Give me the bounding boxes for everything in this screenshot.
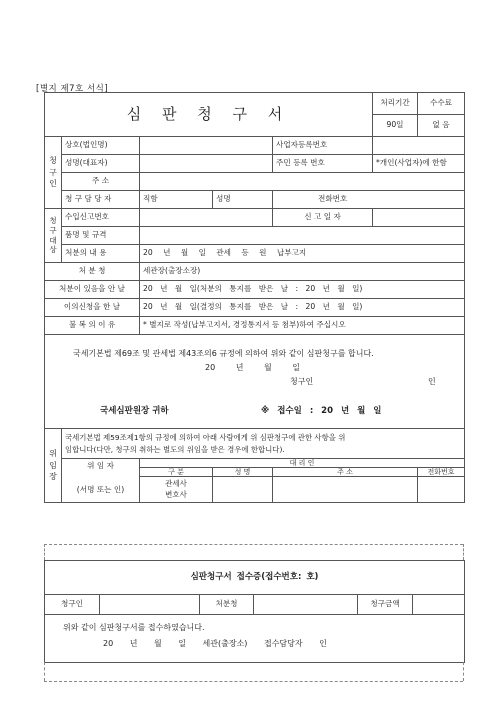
receipt-claimant-label: 청구인 — [45, 595, 100, 615]
processing-period-label: 처리기간 — [373, 93, 418, 115]
receipt-amount-field[interactable] — [413, 595, 465, 615]
company-name-field[interactable] — [140, 137, 273, 155]
form-title: 심 판 청 구 서 — [45, 93, 373, 137]
agent-phone-field[interactable] — [418, 477, 465, 503]
col-name: 성 명 — [213, 468, 273, 477]
cut-line-left — [44, 544, 45, 560]
delegation-text: 국세기본법 제59조제1항의 규정에 의하여 아래 사람에게 위 심판청구에 관한 사항을 위 임합니다(다만, 청구의 취하는 별도의 위임을 받은 경우에 한합니다). — [62, 429, 465, 459]
col-type: 구 분 — [140, 468, 213, 477]
addressee: 국세심판원장 귀하 — [100, 406, 169, 416]
disposition-value: 20 년 월 일 관세 등 원 납부고지 — [140, 245, 465, 263]
reason-label: 불 복 의 이 유 — [45, 317, 140, 335]
disposition-label: 처분의 내 용 — [62, 245, 140, 263]
statement-date: 20 년 월 일 — [205, 363, 300, 372]
agent-types: 관세사 변호사 — [140, 477, 213, 503]
receipt-body — [45, 615, 465, 663]
statement-text: 국세기본법 제69조 및 관세법 제43조의6 규정에 의하여 위와 같이 심판청구를 합니다. — [73, 349, 374, 358]
statement-block — [45, 335, 465, 429]
receipt-claimant-field[interactable] — [100, 595, 200, 615]
cut-line-bottom — [44, 681, 463, 682]
col-address: 주 소 — [273, 468, 418, 477]
known-date-value: 20 년 월 일(처분의 통지를 받은 날 : 20 년 월 일) — [140, 281, 465, 299]
agent-name-field[interactable] — [213, 477, 273, 503]
objection-date-label: 이의신청을 한 날 — [45, 299, 140, 317]
cut-line-bottom-right — [463, 662, 464, 681]
import-no-field[interactable] — [140, 209, 273, 227]
import-no-label: 수입신고번호 — [62, 209, 140, 227]
representative-name-label: 성명(대표자) — [62, 155, 140, 173]
position-label: 직함 — [140, 191, 213, 209]
disposer-label: 처 분 청 — [45, 263, 140, 281]
receipt-text: 위와 같이 심판청구서를 접수하였습니다. — [63, 623, 205, 632]
cut-line-bottom-left — [44, 662, 45, 681]
claimant-section-label: 청 구 인 — [45, 137, 62, 209]
phone-label: 전화번호 — [273, 191, 465, 209]
receipt-table — [44, 560, 465, 663]
agent-label: 대 리 인 — [140, 459, 465, 468]
processing-period-value: 90일 — [373, 115, 418, 137]
appeal-form-table — [44, 92, 465, 503]
receipt-date: ※ 접수일 : 20 년 월 일 — [261, 406, 382, 416]
delegator-label: 위 임 자 — [87, 461, 114, 470]
statement-seal: 인 — [428, 377, 436, 386]
objection-date-value: 20 년 월 일(결정의 통지를 받은 날 : 20 년 월 일) — [140, 299, 465, 317]
receipt-amount-label: 청구금액 — [358, 595, 413, 615]
contact-person-label: 청 구 담 당 자 — [62, 191, 140, 209]
biz-no-label: 사업자등록번호 — [273, 137, 373, 155]
cut-line-right — [463, 544, 464, 560]
statement-claimant: 청구인 — [290, 377, 314, 386]
item-spec-field[interactable] — [140, 227, 465, 245]
known-date-label: 처분이 있음을 안 날 — [45, 281, 140, 299]
receipt-title: 심판청구서 접수증(접수번호: 호) — [45, 561, 465, 595]
target-section-label: 청 구 대 상 — [45, 209, 62, 263]
cut-line-top — [44, 544, 463, 545]
report-date-label: 신 고 일 자 — [273, 209, 373, 227]
receipt-disposer-field[interactable] — [254, 595, 358, 615]
resident-note: *개인(사업자)에 한함 — [373, 155, 465, 173]
sign-label: (서명 또는 인) — [76, 484, 125, 494]
delegator-block — [62, 459, 140, 503]
biz-no-field[interactable] — [373, 137, 465, 155]
person-name-label: 성명 — [213, 191, 273, 209]
reason-value: * 별지로 작성(납부고지서, 경정통지서 등 첨부)하여 주십시오 — [140, 317, 465, 335]
company-name-label: 상호(법인명) — [62, 137, 140, 155]
address-field[interactable] — [140, 173, 465, 191]
col-phone: 전화번호 — [418, 468, 465, 477]
agent-address-field[interactable] — [273, 477, 418, 503]
form-label: [별지 제7호 서식] — [36, 84, 109, 94]
address-label: 주 소 — [62, 173, 140, 191]
delegation-section-label: 위 임 장 — [45, 429, 62, 503]
item-spec-label: 품명 및 규격 — [62, 227, 140, 245]
resident-no-label: 주민 등록 번호 — [273, 155, 373, 173]
fee-value: 없 음 — [418, 115, 465, 137]
receipt-disposer-label: 처분청 — [200, 595, 254, 615]
fee-label: 수수료 — [418, 93, 465, 115]
disposer-value: 세관장(출장소장) — [140, 263, 465, 281]
report-date-field[interactable] — [373, 209, 465, 227]
representative-name-field[interactable] — [140, 155, 273, 173]
receipt-date-line: 20 년 월 일 세관(출장소) 접수담당자 인 — [103, 639, 327, 648]
